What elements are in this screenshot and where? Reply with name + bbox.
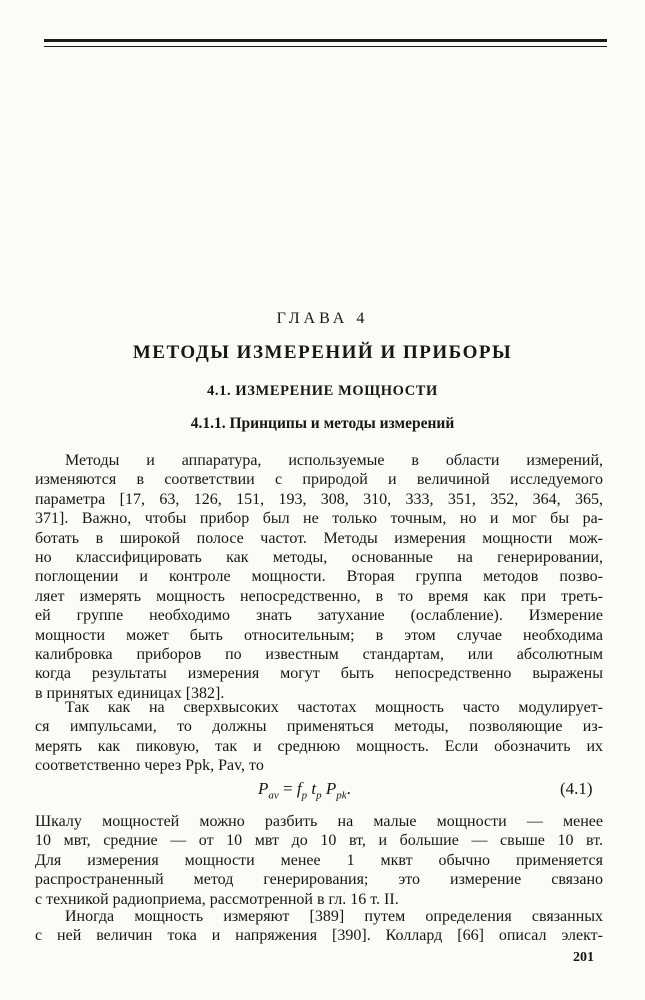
paragraph-line: Так как на сверхвысоких частотах мощность часто модулирует- [65,699,603,716]
paragraph-2 [35,698,603,776]
paragraph-line: распространенный метод генерирования; это измерение связано [35,871,603,889]
page-number: 201 [573,950,594,965]
formula-4-1 [0,779,645,803]
paragraph-line: ляет измерять мощность непосредственно, в то время как при треть- [35,587,603,605]
chapter-title: МЕТОДЫ ИЗМЕРЕНИЙ И ПРИБОРЫ [132,342,513,363]
top-rule-thick [44,39,607,42]
formula-number: (4.1) [560,779,593,798]
paragraph-line: Иногда мощность измеряют [389] путем определения связанных [65,908,603,925]
paragraph-1 [35,451,603,703]
top-rule-thin [44,46,607,47]
paragraph-line: изменяются в соответствии с природой и величиной исследуемого [35,471,603,489]
paragraph-line: но классифицировать как методы, основанные на генерировании, [35,548,603,566]
paragraph-line: в принятых единицах [382]. [35,684,225,702]
paragraph-line: соответственно через Ppk, Pav, то [35,757,264,775]
paragraph-line: с ней величин тока и напряжения [390]. Коллард [66] описал элект- [35,927,603,945]
paragraph-4 [35,907,603,946]
paragraph-line: ботать в широкой полосе частот. Методы измерения мощности мож- [35,529,603,547]
paragraph-line: мерять как пиковую, так и среднюю мощность. Если обозначить их [35,737,603,755]
paragraph-line: поглощении и контроле мощности. Вторая группа методов позво- [35,568,603,586]
paragraph-line: Методы и аппаратура, используемые в области измерений, [65,452,603,469]
section-title: 4.1. ИЗМЕРЕНИЕ МОЩНОСТИ [207,383,438,399]
formula-expression: $P_{av} = f_p$ $t_p$ $P_{pk}$. [258,779,351,802]
subsection-title: 4.1.1. Принципы и методы измерений [190,415,455,432]
paragraph-line: с техникой радиоприема, рассмотренной в гл. 16 т. II. [35,890,399,908]
paragraph-line: ся импульсами, то должны применяться методы, позволяющие из- [35,718,603,736]
paragraph-line: ей группе необходимо знать затухание (ослабление). Измерение [35,607,603,625]
paragraph-line: калибровка приборов по известным стандартам, или абсолютным [35,645,603,663]
paragraph-line: Для измерения мощности менее 1 мквт обычно применяется [35,851,603,869]
paragraph-line: Шкалу мощностей можно разбить на малые мощности — менее [35,813,603,830]
paragraph-3 [35,812,603,909]
paragraph-line: 371]. Важно, чтобы прибор был не только точным, но и мог бы ра- [35,510,603,528]
chapter-label: ГЛАВА 4 [276,310,369,327]
paragraph-line: параметра [17, 63, 126, 151, 193, 308, 310, 333, 351, 352, 364, 365, [35,490,603,508]
paragraph-line: 10 мвт, средние — от 10 мвт до 10 вт, и большие — свыше 10 вт. [35,832,603,850]
paragraph-line: мощности может быть относительным; в этом случае необходима [35,626,603,644]
paragraph-line: когда результаты измерения могут быть непосредственно выражены [35,665,603,683]
